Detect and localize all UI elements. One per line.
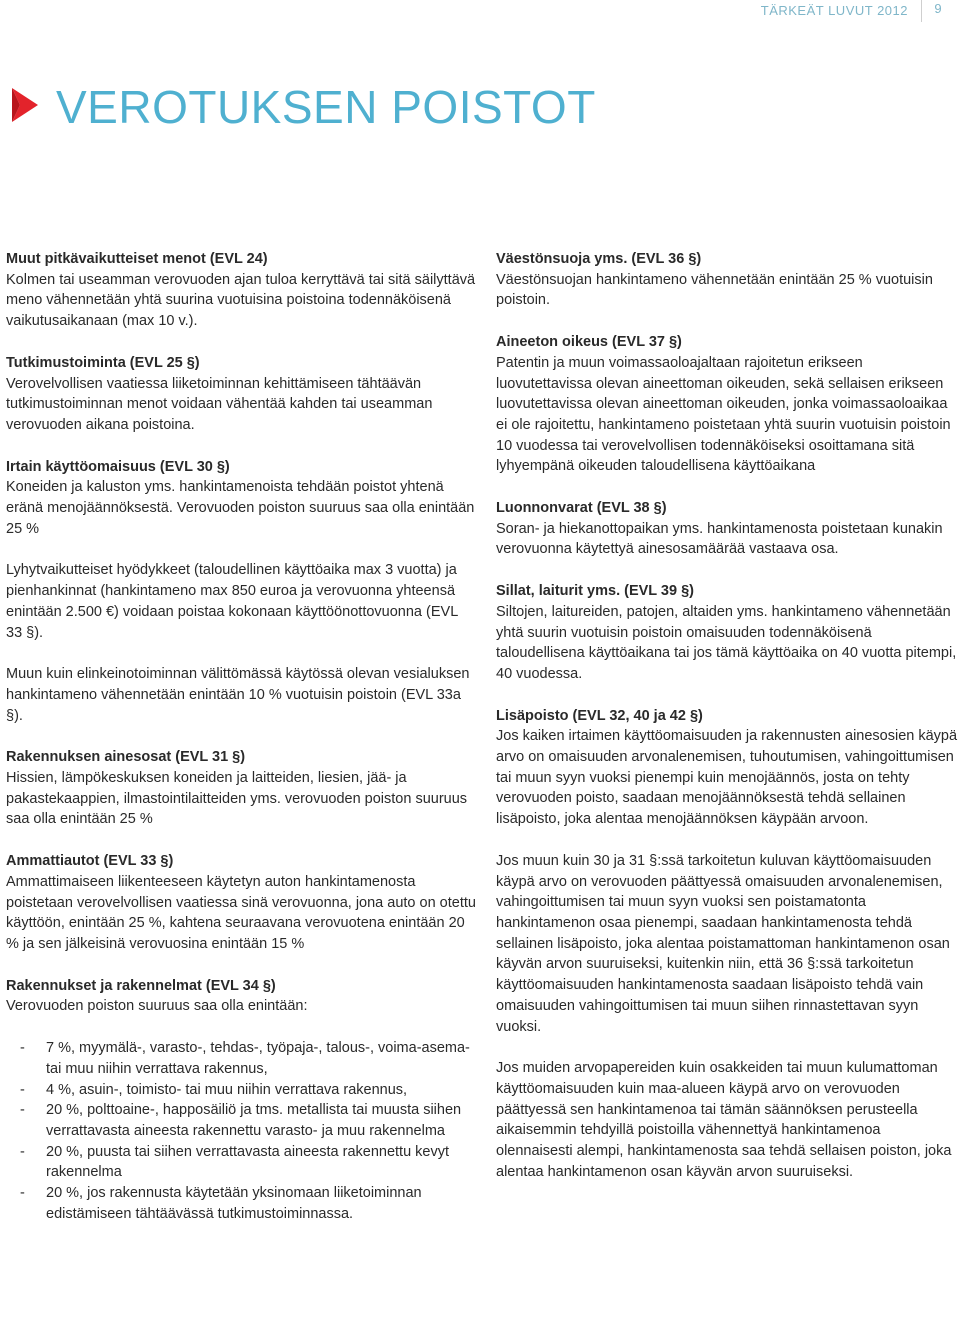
section-body: Väestönsuojan hankintameno vähennetään enintään 25 % vuotuisin poistoin. [496,271,933,309]
section-heading: Väestönsuoja yms. (EVL 36 §) [496,251,702,267]
section-additional-depreciation [496,706,958,1183]
section-body: Patentin ja muun voimassaoloajaltaan rajoitetun erikseen luovutettavissa olevan aineettoman oikeuden, sekä sellaisen erikseen luovutettavissa olevan aineettoman oikeuden, jonka voimassaoloaikaa ei ole rajoitettu, hankintameno poistetaan yhtä suurin vuotuisin poistoin 10 vuodessa tai verovelvollisen todennäköiseksi osoittamana sitä lyhyempänä oikeuden taloudellisena käyttöaikana [496,354,951,475]
right-column [496,249,958,1203]
list-item: - 4 %, asuin-, toimisto- tai muu niihin verrattava rakennus, [6,1080,476,1101]
section-shelter [496,249,958,311]
section-body: Soran- ja hiekanottopaikan yms. hankintamenosta poistetaan kunakin verovuonna käytettyä ainesosamäärää vastaava osa. [496,520,943,558]
section-heading: Ammattiautot (EVL 33 §) [6,853,174,870]
list-item: - 20 %, polttoaine-, happosäiliö ja tms. metallista tai muusta siihen verrattavasta aineesta rakennettu varasto- ja muu rakennelma [6,1100,476,1141]
section-long-term-expenses [6,249,476,332]
section-heading: Tutkimustoiminta (EVL 25 §) [6,354,200,371]
page-title: VEROTUKSEN POISTOT [56,81,596,133]
section-heading: Rakennukset ja rakennelmat (EVL 34 §) [6,977,276,994]
section-body: Ammattimaiseen liikenteeseen käytetyn auton hankintamenosta poistetaan verovelvollisen vaatiessa sinä verovuonna, jona auto on otettu käyttöön, enintään 25 %, kahtena seuraavana verovuotena enintään 20 % ja sen jälkeisinä verovuosina enintään 15 % [6,873,476,952]
section-building-components [6,747,476,830]
section-natural-resources [496,498,958,560]
list-item: - 20 %, puusta tai siihen verrattavasta aineesta rakennettu kevyt rakennelma [6,1142,476,1183]
section-body: Siltojen, laitureiden, patojen, altaiden yms. hankintameno vähennetään yhtä suurin vuotuisin poistoin omaisuuden todennäköisenä taloudellisena käyttöaikana tai jos tämä käyttöaika on 40 vuotta pitempi, 40 vuodessa. [496,603,957,682]
section-research [6,353,476,436]
section-commercial-vehicles [6,851,476,955]
section-heading: Lisäpoisto (EVL 32, 40 ja 42 §) [496,707,703,724]
section-heading: Rakennuksen ainesosat (EVL 31 §) [6,749,246,766]
section-body: Kolmen tai useamman verovuoden ajan tuloa kerryttävä tai sitä säilyttävä meno vähennetään yhtä suurina vuotuisina poistoina todennäköisenä vaikutusaikanaan (max 10 v.). [6,271,476,330]
page-header [0,0,960,22]
building-rates-list [6,1038,476,1224]
section-body: Jos muiden arvopapereiden kuin osakkeiden tai muun kulumattoman käyttöomaisuuden kuin maa-alueen käypä arvo on verovuoden päättyessä sen hankintamenoa tai tämän säännöksen perusteella aikaisemmin tehdyillä poistoilla vähennettyä hankintamenoa olennaisesti alempi, hankintamenosta saa tehdä sellaisen poiston, joka alentaa hankintamenon osan käyvän arvon suuruiseksi. [496,1060,952,1180]
section-body: Hissien, lämpökeskuksen koneiden ja laitteiden, liesien, jää- ja pakastekaappien, ilmastointilaitteiden yms. verovuoden poiston suuruus saa olla enintään 25 % [6,770,468,828]
section-intangible-right [496,332,958,477]
list-item: - 20 %, jos rakennusta käytetään yksinomaan liiketoiminnan edistämiseen tähtäävässä tutkimustoiminnassa. [6,1183,476,1224]
list-item: - 7 %, myymälä-, varasto-, tehdas-, työpaja-, talous-, voima-asema- tai muu niihin verrattava rakennus, [6,1038,476,1079]
header-label: TÄRKEÄT LUVUT 2012 [760,3,908,18]
section-movable-assets [6,457,476,540]
section-bridges [496,581,958,685]
page-number: 9 [934,1,942,16]
paragraph-short-lived-assets: Lyhytvaikutteiset hyödykkeet (taloudellinen käyttöaika max 3 vuotta) ja pienhankinnat (hankintameno max 850 euroa ja verovuonna yhteensä enintään 2.500 €) voidaan poistaa kokonaan käyttöönottovuonna (EVL 33 §). [6,562,458,641]
left-column [6,249,476,1245]
section-heading: Sillat, laiturit yms. (EVL 39 §) [496,583,694,600]
section-heading: Luonnonvarat (EVL 38 §) [496,500,667,517]
section-heading: Aineeton oikeus (EVL 37 §) [496,334,682,351]
section-body: Verovelvollisen vaatiessa liiketoiminnan kehittämiseen tähtäävän tutkimustoiminnan menot voidaan vähentää kahden tai useamman verovuoden aikana poistoina. [6,375,433,433]
title-arrow-icon [10,88,40,122]
section-body: Verovuoden poiston suuruus saa olla enintään: [6,998,308,1015]
section-buildings [6,976,476,1225]
section-body: Jos muun kuin 30 ja 31 §:ssä tarkoitetun kuluvan käyttöomaisuuden käypä arvo on verovuoden päättyessä omaisuuden arvonalenemisen, vahingoittumisen tai muun syyn vuoksi sen poistamatonta hankintamenon osaa pienempi, saadaan hankintamenosta tehdä sellainen lisäpoisto, joka alentaa poistamattoman hankintamenon osan käyvän arvon suuruiseksi, kuitenkin niin, että 36 §:ssä tarkoitetun käyttöomaisuuden hankintamenosta saadaan lisäpoisto tehdä vain omaisuuden vahingoittumisen tai muun siihen rinnastettavan syyn vuoksi. [496,852,950,1035]
section-body: Koneiden ja kaluston yms. hankintamenoista tehdään poistot yhtenä eränä menojäännöksestä. Verovuoden poiston suuruus saa olla enintään 25 % [6,479,475,537]
header-divider [921,0,922,22]
section-heading: Irtain käyttöomaisuus (EVL 30 §) [6,458,230,475]
paragraph-vessel: Muun kuin elinkeinotoiminnan välittömässä käytössä olevan vesialuksen hankintameno vähennetään enintään 10 % vuotuisin poistoin (EVL 33a §). [6,666,470,724]
section-body: Jos kaiken irtaimen käyttöomaisuuden ja rakennusten ainesosien käypä arvo on omaisuuden arvonalenemisen, tuhoutumisen, vahingoittumisen tai muun syyn vuoksi pienempi kuin menojäännös, josta on tehty verovuoden poisto, saadaan menojäännöksestä tehdä sellainen lisäpoisto, joka alentaa menojäännöksen käypään arvoon. [496,728,958,828]
section-heading: Muut pitkävaikutteiset menot (EVL 24) [6,251,268,267]
